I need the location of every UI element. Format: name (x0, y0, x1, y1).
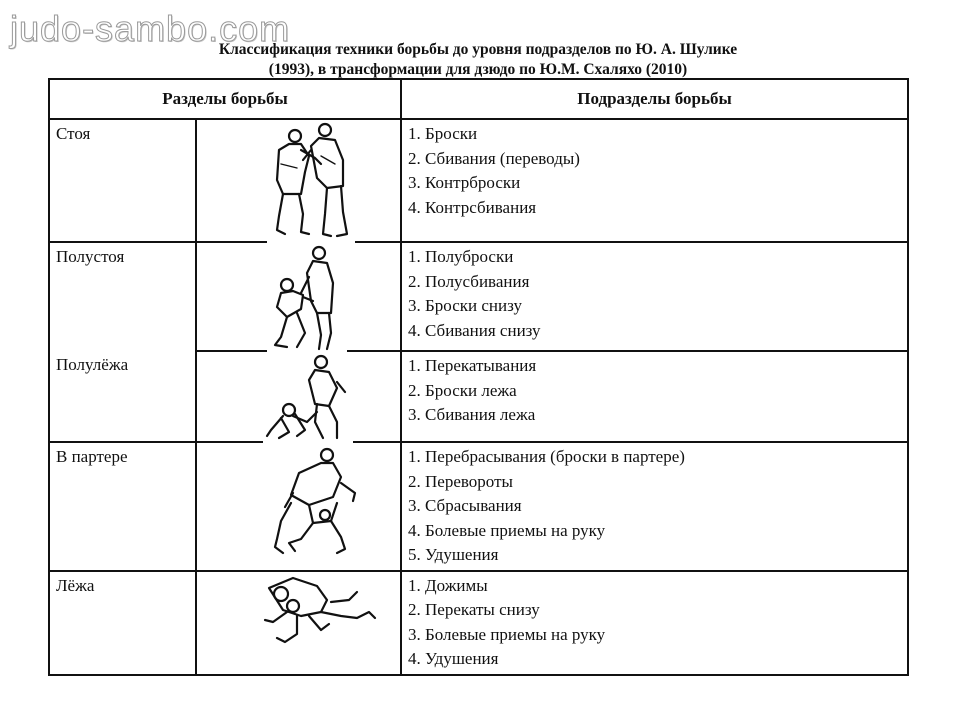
table-row (49, 442, 908, 571)
subsection-item: 3. Болевые приемы на руку (408, 624, 606, 644)
lying-wrestlers-illustration (196, 571, 401, 675)
subsection-item: 3. Контрброски (408, 173, 521, 192)
watermark: judo-sambo.com (10, 8, 291, 49)
subsection-item: 1. Полуброски (408, 247, 514, 266)
subsection-item: 1. Перебрасывания (броски в партере) (408, 447, 685, 466)
table-row (49, 571, 908, 675)
subsection-item: 4. Удушения (408, 649, 499, 668)
table-row (49, 119, 908, 242)
subsection-item: 2. Перекаты снизу (408, 600, 540, 619)
standing-wrestlers-illustration (196, 119, 401, 242)
header-subsections: Подразделы борьбы (401, 79, 908, 119)
half-lying-wrestlers-illustration (196, 351, 401, 442)
subsection-item: 2. Сбивания (переводы) (408, 148, 580, 168)
half-standing-wrestlers-illustration (196, 242, 401, 351)
title-line-1: Классификация техники борьбы до уровня подразделов по Ю. А. Шулике (218, 41, 738, 58)
header-row (49, 79, 908, 119)
table-row (49, 242, 908, 351)
section-label: Лёжа (56, 575, 95, 595)
subsection-item: 4. Контрсбивания (408, 197, 537, 217)
classification-table (48, 78, 909, 676)
subsections-cell (401, 351, 908, 442)
section-label: Стоя (56, 124, 91, 143)
header-sections: Разделы борьбы (49, 79, 401, 119)
section-label: Полустоя (56, 247, 125, 266)
subsection-item: 1. Перекатывания (408, 356, 537, 375)
subsections-cell (401, 571, 908, 675)
subsections-cell (401, 442, 908, 571)
subsection-item: 2. Перевороты (408, 471, 513, 491)
document-title (48, 40, 908, 80)
subsections-cell (401, 119, 908, 242)
section-cell (49, 571, 196, 675)
subsection-item: 2. Полусбивания (408, 271, 530, 291)
title-line-2: (1993), в трансформации для дзюдо по Ю.М. Схаляхо (2010) (268, 61, 688, 78)
subsection-item: 5. Удушения (408, 545, 499, 564)
ground-position-wrestlers-illustration (196, 442, 401, 571)
subsection-item: 1. Дожимы (408, 575, 488, 595)
subsection-item: 3. Сбрасывания (408, 496, 522, 515)
section-cell (49, 242, 196, 442)
section-cell (49, 442, 196, 571)
subsection-item: 1. Броски (408, 124, 478, 143)
subsection-item: 3. Броски снизу (408, 296, 522, 315)
section-label: Полулёжа (56, 355, 129, 374)
subsection-item: 3. Сбивания лежа (408, 405, 536, 424)
section-cell (49, 119, 196, 242)
section-label: В партере (56, 447, 128, 466)
subsection-item: 4. Сбивания снизу (408, 320, 541, 340)
subsections-cell (401, 242, 908, 351)
subsection-item: 4. Болевые приемы на руку (408, 520, 606, 540)
subsection-item: 2. Броски лежа (408, 380, 517, 400)
